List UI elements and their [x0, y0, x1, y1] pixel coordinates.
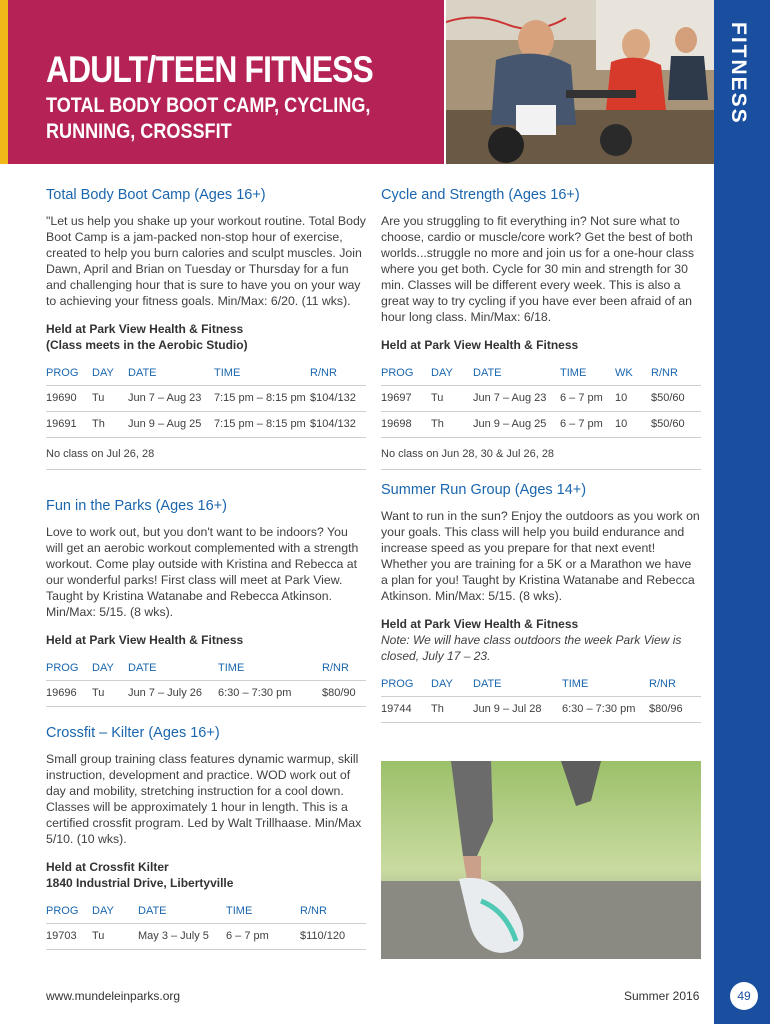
col-header: WK: [615, 361, 651, 385]
col-header: PROG: [46, 899, 92, 923]
page-number: 49: [730, 982, 758, 1010]
cell-day: Th: [431, 411, 473, 437]
cell-date: Jun 7 – July 26: [128, 680, 218, 706]
cell-day: Th: [431, 696, 473, 722]
col-header: TIME: [218, 656, 322, 680]
cycling-class-photo: [446, 0, 714, 164]
section-description: Small group training class features dynamic warmup, skill instruction, development and practice. WOD work out of day and mobility, stretching instruction for a cool down. Classes will be approximately 1 hour in length. This is a certified crossfit program. Led by Walt Trillhaase. Min/Max 5/10. (10 wks).: [46, 752, 362, 846]
cell-time: 7:15 pm – 8:15 pm: [214, 385, 310, 411]
cell-date: May 3 – July 5: [138, 923, 226, 949]
col-header: DATE: [473, 672, 562, 696]
page-subtitle: TOTAL BODY BOOT CAMP, CYCLING, RUNNING, CROSSFIT: [46, 94, 371, 143]
cell-date: Jun 7 – Aug 23: [128, 385, 214, 411]
col-header: DATE: [128, 656, 218, 680]
col-header: TIME: [562, 672, 649, 696]
runner-shoe-photo: [381, 761, 701, 959]
location-address: 1840 Industrial Drive, Libertyville: [46, 876, 234, 890]
section-title: Total Body Boot Camp (Ages 16+): [46, 187, 266, 203]
cell-fee: $80/96: [649, 696, 701, 722]
table-header-row: [381, 361, 701, 385]
table-row: [381, 696, 701, 722]
cell-prog: 19744: [381, 696, 431, 722]
cell-day: Tu: [92, 923, 138, 949]
cell-prog: 19690: [46, 385, 92, 411]
col-header: PROG: [46, 656, 92, 680]
col-header: DATE: [138, 899, 226, 923]
fitness-sidebar: [714, 0, 770, 1024]
col-header: R/NR: [310, 361, 366, 385]
cell-fee: $110/120: [300, 923, 366, 949]
cell-prog: 19696: [46, 680, 92, 706]
cell-prog: 19703: [46, 923, 92, 949]
table-header-row: [46, 899, 366, 923]
col-header: PROG: [46, 361, 92, 385]
table-header-row: [46, 656, 366, 680]
section-description: "Let us help you shake up your workout routine. Total Body Boot Camp is a jam-packed non-stop hour of exercise, created to help you burn calories and sculpt muscles. Join Dawn, April and Brian on Tuesday or Thursday for a fun and challenging hour that is sure to have you on your way to achieving your fitness goals. Min/Max: 6/20. (11 wks).: [46, 214, 366, 308]
col-header: R/NR: [649, 672, 701, 696]
cell-date: Jun 9 – Aug 25: [473, 411, 560, 437]
schedule-table: [381, 672, 701, 723]
footer-website[interactable]: www.mundeleinparks.org: [46, 989, 181, 1003]
schedule-note: No class on Jul 26, 28: [46, 438, 366, 470]
table-header-row: [381, 672, 701, 696]
schedule-table: [46, 656, 366, 707]
col-header: DAY: [92, 656, 128, 680]
schedule-table: [381, 361, 701, 438]
page-title: ADULT/TEEN FITNESS: [46, 49, 373, 90]
table-row: [381, 411, 701, 437]
location-name: Held at Crossfit Kilter: [46, 860, 169, 874]
table-row: [46, 923, 366, 949]
cell-time: 7:15 pm – 8:15 pm: [214, 411, 310, 437]
col-header: TIME: [214, 361, 310, 385]
cell-fee: $104/132: [310, 411, 366, 437]
cell-prog: 19698: [381, 411, 431, 437]
location-name: Held at Park View Health & Fitness: [46, 633, 244, 647]
table-row: [46, 411, 366, 437]
section-title: Summer Run Group (Ages 14+): [381, 482, 587, 498]
cell-date: Jun 9 – Aug 25: [128, 411, 214, 437]
location-detail: (Class meets in the Aerobic Studio): [46, 338, 248, 352]
location-name: Held at Park View Health & Fitness: [381, 338, 579, 352]
table-header-row: [46, 361, 366, 385]
location: [46, 321, 366, 353]
location-name: Held at Park View Health & Fitness: [46, 322, 244, 336]
cell-weeks: 10: [615, 411, 651, 437]
col-header: DATE: [128, 361, 214, 385]
cell-weeks: 10: [615, 385, 651, 411]
col-header: DAY: [431, 672, 473, 696]
section-description: Are you struggling to fit everything in? Not sure what to choose, cardio or muscle/core work? Get the best of both worlds...struggle no more and join us for a one-hour class where you get both. Cycle for 30 min and strength for 30 min. Classes will be different every week. This is also a great way to try cycling if you have ever been afraid of an hour long class. Min/Max: 6/18.: [381, 214, 695, 324]
cell-prog: 19691: [46, 411, 92, 437]
cell-day: Tu: [92, 385, 128, 411]
section-title: Crossfit – Kilter (Ages 16+): [46, 725, 220, 741]
section-description: Want to run in the sun? Enjoy the outdoors as you work on your goals. This class will help you build endurance and increase speed as you prepare for that next event! Whether you are training for a 5K or a Marathon we have a plan for you! Taught by Kristina Watanabe and Rebecca Atkinson. Min/Max: 5/15. (8 wks).: [381, 509, 700, 603]
col-header: TIME: [560, 361, 615, 385]
schedule-table: [46, 899, 366, 950]
table-row: [46, 385, 366, 411]
sidebar-label: FITNESS: [727, 22, 750, 125]
header-banner: [0, 0, 444, 164]
col-header: DAY: [92, 899, 138, 923]
footer-season: Summer 2016: [624, 989, 700, 1003]
cell-day: Tu: [431, 385, 473, 411]
section-title: Fun in the Parks (Ages 16+): [46, 498, 227, 514]
closure-note: Note: We will have class outdoors the week Park View is closed, July 17 – 23.: [381, 633, 682, 663]
col-header: R/NR: [300, 899, 366, 923]
col-header: R/NR: [322, 656, 366, 680]
schedule-table: [46, 361, 366, 438]
cell-fee: $80/90: [322, 680, 366, 706]
cell-day: Th: [92, 411, 128, 437]
section-boot-camp: [46, 186, 366, 470]
cell-time: 6:30 – 7:30 pm: [218, 680, 322, 706]
cell-time: 6 – 7 pm: [560, 411, 615, 437]
section-crossfit: [46, 724, 366, 950]
cell-date: Jun 7 – Aug 23: [473, 385, 560, 411]
location-name: Held at Park View Health & Fitness: [381, 617, 579, 631]
section-summer-run: [381, 481, 701, 723]
cell-fee: $50/60: [651, 385, 701, 411]
cell-date: Jun 9 – Jul 28: [473, 696, 562, 722]
cell-fee: $50/60: [651, 411, 701, 437]
table-row: [46, 680, 366, 706]
section-description: Love to work out, but you don't want to be indoors? You will get an aerobic workout complemented with a strength workout. Come play outside with Kristina and Rebecca at our wonderful parks! First class will meet at Park View. Taught by Kristina Watanabe and Rebecca Atkinson. Min/Max: 5/15. (8 wks).: [46, 525, 359, 619]
col-header: PROG: [381, 361, 431, 385]
col-header: R/NR: [651, 361, 701, 385]
cell-time: 6 – 7 pm: [560, 385, 615, 411]
schedule-note: No class on Jun 28, 30 & Jul 26, 28: [381, 438, 701, 470]
col-header: DAY: [92, 361, 128, 385]
cell-prog: 19697: [381, 385, 431, 411]
col-header: DAY: [431, 361, 473, 385]
table-row: [381, 385, 701, 411]
col-header: PROG: [381, 672, 431, 696]
col-header: TIME: [226, 899, 300, 923]
banner-accent-stripe: [0, 0, 8, 164]
location: [46, 859, 366, 891]
cell-time: 6 – 7 pm: [226, 923, 300, 949]
cell-day: Tu: [92, 680, 128, 706]
section-title: Cycle and Strength (Ages 16+): [381, 187, 580, 203]
col-header: DATE: [473, 361, 560, 385]
section-cycle-strength: [381, 186, 701, 470]
cell-fee: $104/132: [310, 385, 366, 411]
section-fun-in-parks: [46, 497, 366, 707]
cell-time: 6:30 – 7:30 pm: [562, 696, 649, 722]
